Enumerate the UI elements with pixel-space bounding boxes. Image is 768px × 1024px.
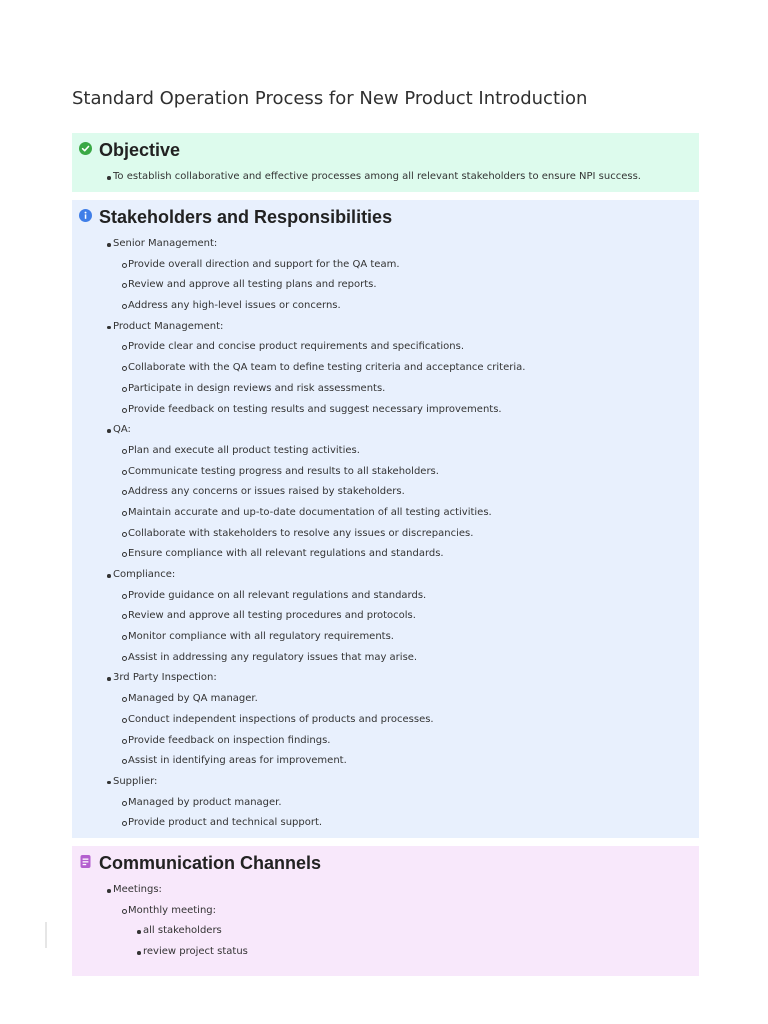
edge-mark [45,922,47,948]
stakeholder-product-management: Product Management: [78,317,691,338]
communication-list [78,880,691,963]
list-item: Collaborate with stakeholders to resolve any issues or discrepancies. [78,524,691,545]
stakeholders-heading: Stakeholders and Responsibilities [99,206,393,227]
stakeholder-qa: QA: [78,420,691,441]
list-item: Monitor compliance with all regulatory requirements. [78,627,691,648]
stakeholders-callout [72,200,699,838]
list-item: Provide feedback on inspection findings. [78,731,691,752]
list-item: all stakeholders [78,921,691,942]
meetings-item: Meetings: [78,880,691,901]
list-item: Review and approve all testing plans and reports. [78,275,691,296]
list-item: Provide guidance on all relevant regulations and standards. [78,586,691,607]
objective-heading: Objective [99,139,181,160]
stakeholder-supplier: Supplier: [78,772,691,793]
list-item: Ensure compliance with all relevant regulations and standards. [78,544,691,565]
stakeholders-list [78,234,691,834]
communication-heading: Communication Channels [99,852,322,873]
list-item: To establish collaborative and effective processes among all relevant stakeholders to ensure NPI success. [78,167,691,188]
list-item: Managed by product manager. [78,793,691,814]
list-item: Plan and execute all product testing activities. [78,441,691,462]
objective-callout [72,133,699,192]
stakeholder-senior-management: Senior Management: [78,234,691,255]
list-item: review project status [78,942,691,963]
monthly-meeting-item: Monthly meeting: [78,901,691,922]
page-title: Standard Operation Process for New Product Introduction [72,88,588,109]
stakeholder-3rd-party-inspection: 3rd Party Inspection: [78,668,691,689]
list-item: Collaborate with the QA team to define testing criteria and acceptance criteria. [78,358,691,379]
list-item: Assist in addressing any regulatory issues that may arise. [78,648,691,669]
stakeholder-compliance: Compliance: [78,565,691,586]
list-item: Review and approve all testing procedures and protocols. [78,606,691,627]
list-item: Provide clear and concise product requirements and specifications. [78,337,691,358]
list-item: Maintain accurate and up-to-date documentation of all testing activities. [78,503,691,524]
list-item: Assist in identifying areas for improvement. [78,751,691,772]
stakeholders-header [78,206,691,228]
list-item: Provide feedback on testing results and suggest necessary improvements. [78,400,691,421]
communication-callout [72,846,699,976]
list-item: Participate in design reviews and risk assessments. [78,379,691,400]
list-item: Provide overall direction and support for the QA team. [78,255,691,276]
list-item: Address any high-level issues or concerns. [78,296,691,317]
list-item: Managed by QA manager. [78,689,691,710]
objective-list [78,167,691,188]
objective-header [78,139,691,161]
list-item: Communicate testing progress and results to all stakeholders. [78,462,691,483]
document-icon [79,855,92,868]
check-circle-icon [79,142,92,155]
communication-header [78,852,691,874]
info-icon [79,209,92,222]
list-item: Conduct independent inspections of products and processes. [78,710,691,731]
list-item: Address any concerns or issues raised by stakeholders. [78,482,691,503]
list-item: Provide product and technical support. [78,813,691,834]
